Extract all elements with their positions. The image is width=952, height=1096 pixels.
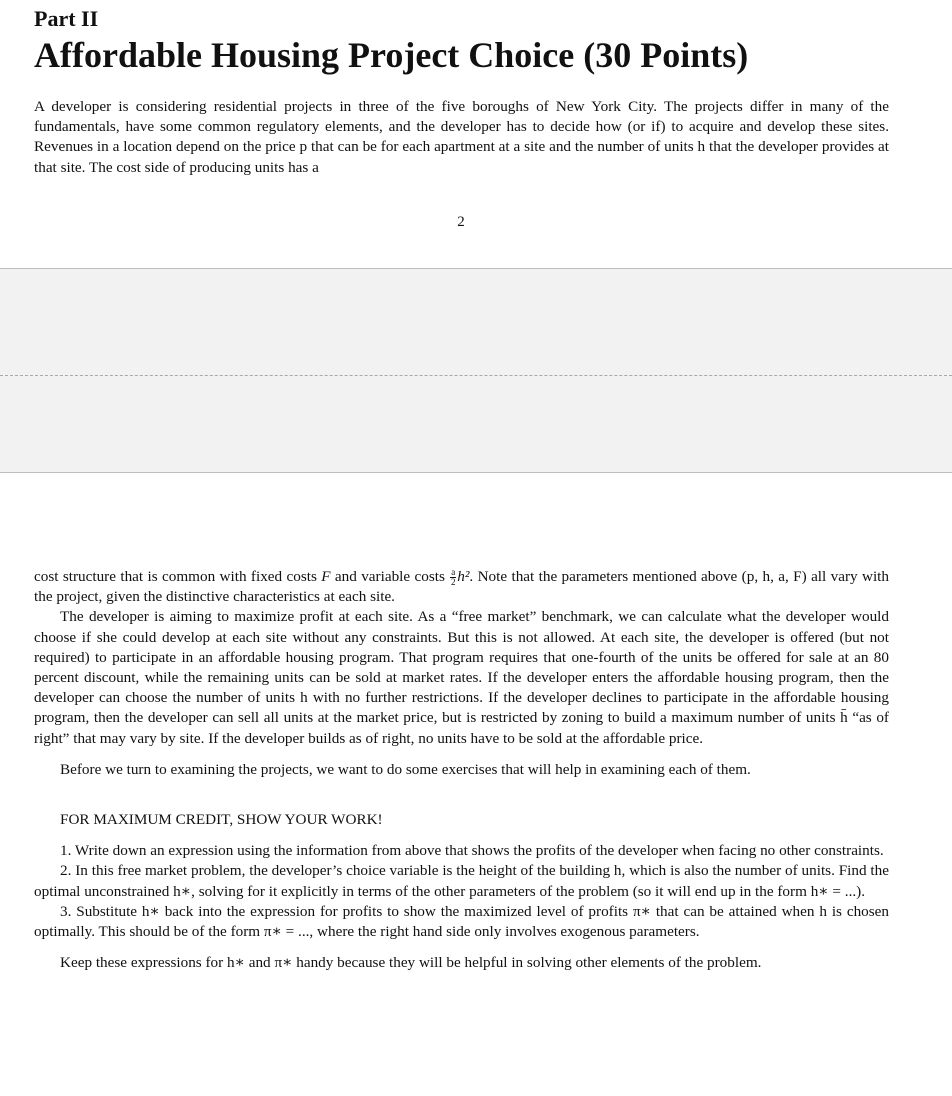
closing-note: Keep these expressions for h∗ and π∗ handy because they will be helpful in solving other elements of the problem.: [60, 954, 762, 972]
instruction: FOR MAXIMUM CREDIT, SHOW YOUR WORK!: [60, 811, 383, 829]
exercises-intro: Before we turn to examining the projects, we want to do some exercises that will help in examining each of them.: [60, 760, 751, 778]
cost-structure-paragraph: cost structure that is common with fixed costs F and variable costs $\frac{a}{2}$ h². Note that the parameters mentioned above (p, h, a, F) all vary with the project, given the distinctive characteristics at each site.: [34, 567, 889, 606]
page-content: [34, 567, 889, 973]
intro-paragraph: A developer is considering residential projects in three of the five boroughs of New York City. The projects differ in many of the fundamentals, have some common regulatory elements, and the developer has to decide how (or if) to acquire and develop these sites. Revenues in a location depend on the price p that can be for each apartment at a site and the number of units h that the developer provides at that site. The cost side of producing units has a: [34, 98, 889, 176]
page-top: [0, 0, 952, 268]
part-label: Part II: [34, 6, 99, 31]
program-paragraph: The developer is aiming to maximize profit at each site. As a “free market” benchmark, we can calculate what the developer would choose if she could develop at each site without any constraints. But this is not allowed. At each site, the developer is offered (but not required) to participate in an affordable housing program. That program requires that one-fourth of the units be offered for sale at an 80 percent discount, while the remaining units can be sold at market rates. If the developer enters the affordable housing program, then the developer can choose the number of units h with no further restrictions. If the developer declines to participate in the affordable housing program, then the developer can sell all units at the market price, but is restricted by zoning to build a maximum number of units h̄ “as of right” that may vary by site. If the developer builds as of right, no units have to be sold at the affordable price.: [34, 608, 889, 747]
page-separator: [0, 268, 952, 473]
question-1: 1. Write down an expression using the information from above that shows the profits of the developer when facing no other constraints.: [60, 842, 884, 860]
page-number: 2: [457, 214, 465, 230]
question-3: 3. Substitute h∗ back into the expression for profits to show the maximized level of profits π∗ that can be attained when h is chosen optimally. This should be of the form π∗ = ..., where the right hand side only involves exogenous parameters.: [34, 902, 889, 941]
page-break-line: [0, 375, 952, 376]
question-2: 2. In this free market problem, the developer’s choice variable is the height of the building h, which is also the number of units. Find the optimal unconstrained h∗, solving for it explicitly in terms of the other parameters of the problem (so it will end up in the form h∗ = ...).: [34, 862, 889, 900]
page-title: Affordable Housing Project Choice (30 Points): [34, 35, 749, 75]
fraction-a-over-2: $\frac{a}{2}$: [451, 567, 456, 588]
